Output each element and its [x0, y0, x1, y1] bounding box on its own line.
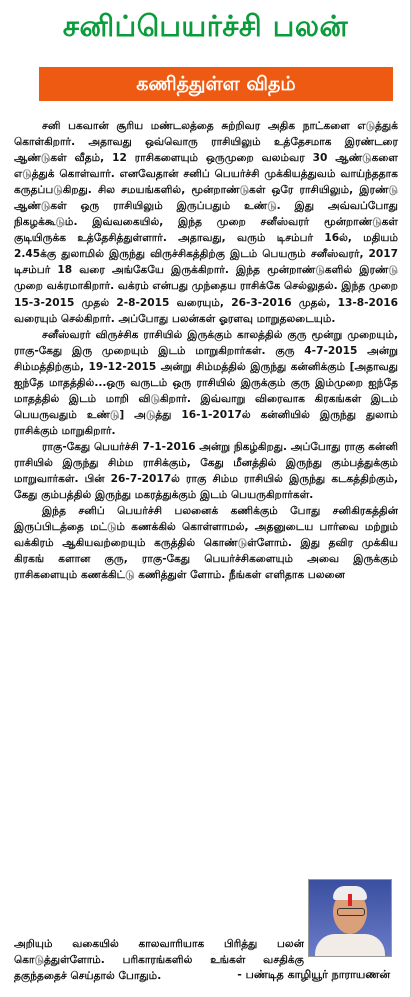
page-title: சனிப்பெயர்ச்சி பலன் — [62, 9, 349, 43]
paragraph-1: சனி பகவான் சூரிய மண்டலத்தை சுற்றிவர அதிக நாட்களை எடுத்துக் கொள்கிறார். அதாவது ஒவ்வொரு ராசியிலும் உத்தேசமாக இரண்டரை ஆண்டுகள் வீதம், 12 ராசிகளையும் ஒருமுறை வலம்வர 30 ஆண்டுகளை எடுத்துக் கொள்வார். எனவேதான் சனிப் பெயர்ச்சி முக்கியத்துவம் வாய்ந்ததாக கருதப்படுகிறது. சில சமயங்களில், மூன்றாண்டுகள் ஒரே ராசியிலும், இரண்டு ஆண்டுகள் ஒரு ராசியிலும் இருப்பதும் உண்டு. இது அவ்வப்போது நிகழக்கூடும். இவ்வகையில், இந்த முறை சனீஸ்வரர் மூன்றாண்டுகள் குடியிருக்க உத்தேசித்துள்ளார். அதாவது, வரும் டிசம்பர் 16ல், மதியம் 2.45க்கு துலாமில் இருந்து விருச்சிகத்திற்கு இடம் பெயரும் சனீஸ்வரர், 2017 டிசம்பர் 18 வரை அங்கேயே இருக்கிறார். இந்த மூன்றாண்டுகளில் இரண்டு முறை வக்ரமாகிறார். வக்ரம் என்பது முந்தைய ராசிக்கே செல்லுதல். இந்த முறை 15-3-2015 முதல் 2-8-2015 வரையும், 26-3-2016 முதல், 13-8-2016 வரையும் செல்கிறார். அப்போது பலன்கள் ஓரளவு மாறுதலடையும். — [14, 120, 398, 325]
paragraph-3: ராகு-கேது பெயர்ச்சி 7-1-2016 அன்று நிகழ்கிறது. அப்போது ராகு கன்னி ராசியில் இருந்து சிம்ம ராசிக்கும், கேது மீனத்தில் இருந்து கும்பத்துக்கும் மாறுவார்கள். பின் 26-7-2017ல் ராகு சிம்ம ராசியில் இருந்து கடகத்திற்கும், கேது கும்பத்தில் இருந்து மகரத்துக்கும் இடம் பெயருகிறார்கள். — [14, 440, 398, 502]
paragraph-2: சனீஸ்வரர் விருச்சிக ராசியில் இருக்கும் காலத்தில் குரு மூன்று முறையும், ராகு-கேது இரு முறையும் இடம் மாறுகிறார்கள். குரு 4-7-2015 அன்று சிம்மத்திற்கும், 19-12-2015 அன்று சிம்மத்தில் இருந்து கன்னிக்கும் [அதாவது ஐந்தே மாதத்தில்...ஒரு வருடம் ஒரு ராசியில் இருக்கும் குரு இம்முறை ஐந்தே மாதத்தில் இடம் மாறி விடுகிறார். இவ்வாறு விரைவாக கிரகங்கள் இடம் பெயருவதும் உண்டு] அடுத்து 16-1-2017ல் கன்னியில் இருந்து துலாம் ராசிக்கும் மாறுகிறார். — [14, 328, 398, 437]
paragraph-4: இந்த சனிப் பெயர்ச்சி பலனைக் கணிக்கும் போது சனிகிரகத்தின் இருப்பிடத்தை மட்டும் கணக்கில் கொள்ளாமல், அதனுடைய பார்வை மற்றும் வக்கிரம் ஆகியவற்றையும் கருத்தில் கொண்டுள்ளோம். இது தவிர முக்கிய கிரகங் களான குரு, ராகு-கேது பெயர்ச்சிகளையும் அவை இருக்கும் ராசிகளையும் கணக்கிட்டு கணித்துள் ளோம். நீங்கள் எளிதாக பலனை — [14, 505, 398, 582]
author-photo — [308, 879, 392, 957]
photo-shirt — [315, 934, 385, 957]
author-byline: - பண்டித காழியூர் நாராயணன் — [237, 968, 390, 981]
section-banner: கணித்துள்ள விதம் — [39, 67, 393, 101]
article-body — [14, 118, 398, 583]
photo-forehead-mark — [348, 894, 352, 906]
paragraph-4-continuation: அறியும் வகையில் காலவாரியாக பிரித்து பலன் கொடுத்துள்ளோம். பரிகாரங்களில் உங்கள் வசதிக்கு தகுந்ததைச் செய்தால் போதும். — [14, 938, 304, 983]
photo-glasses — [337, 908, 365, 916]
